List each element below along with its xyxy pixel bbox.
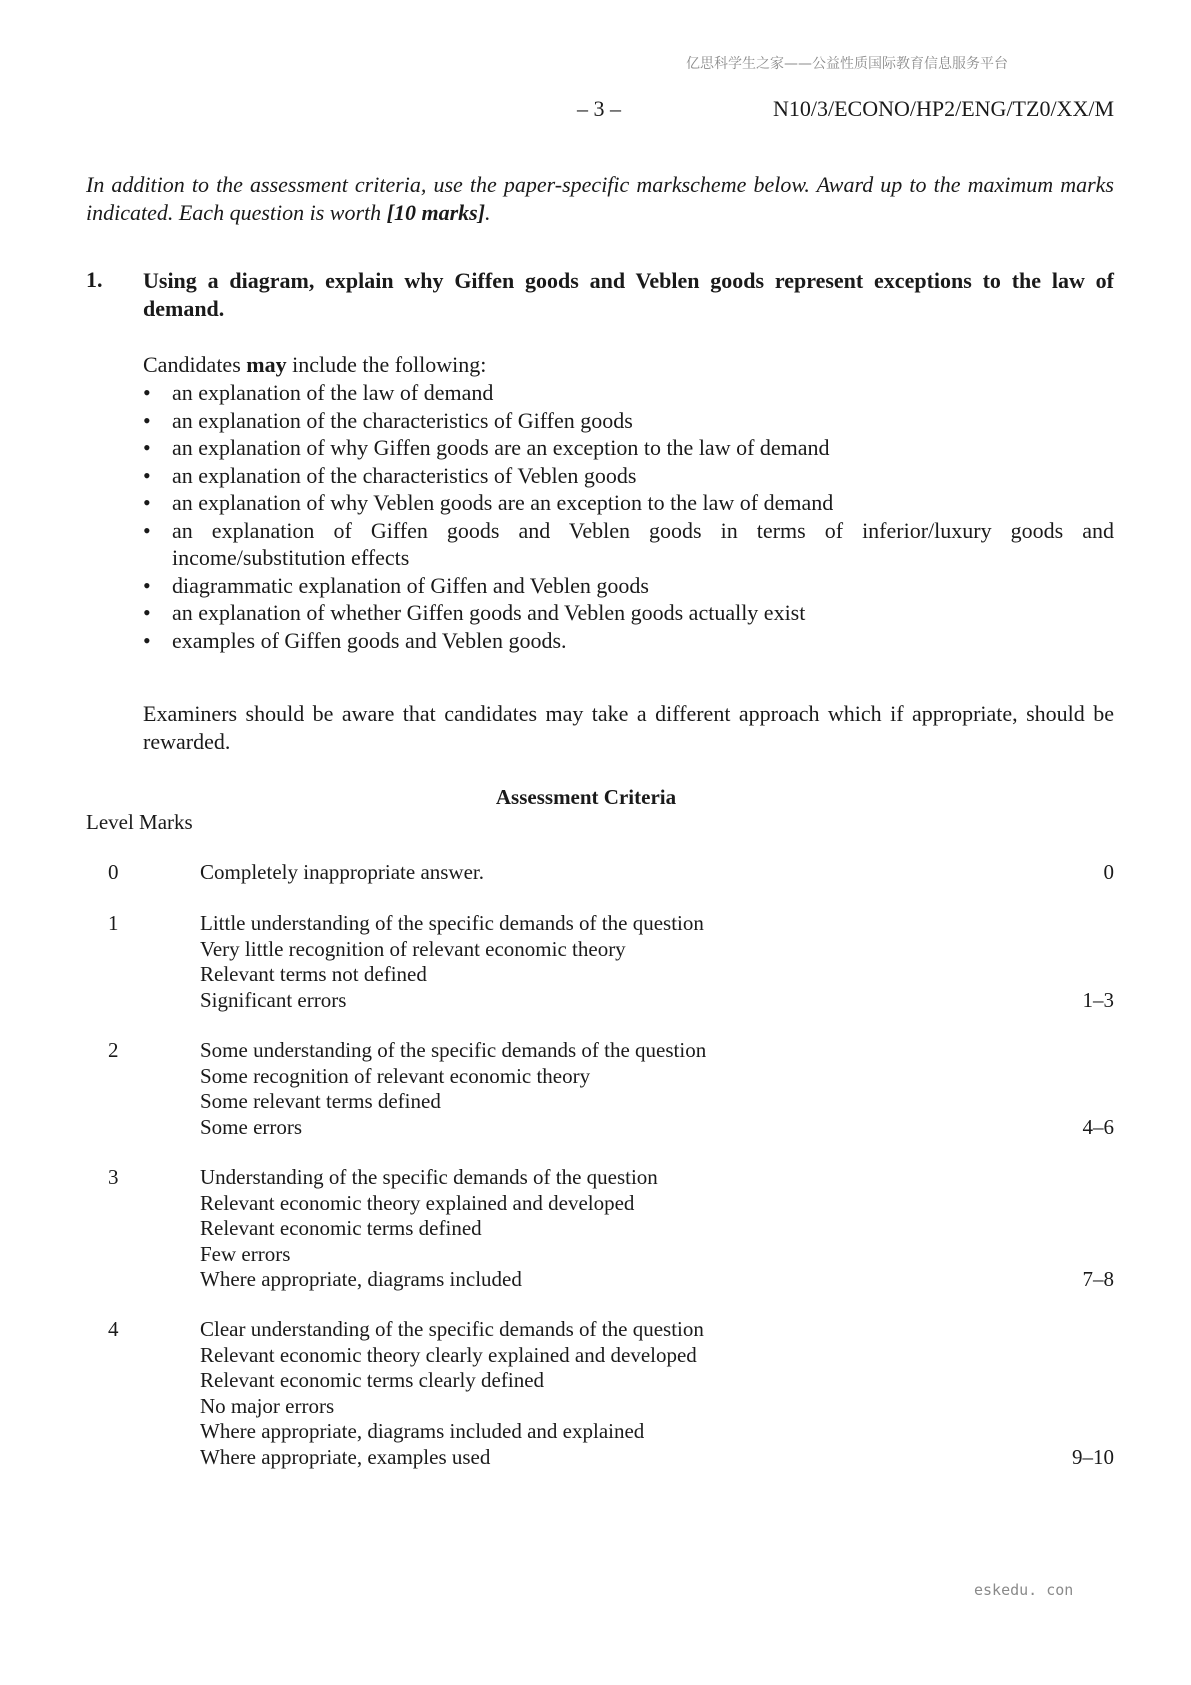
bullet-icon: • bbox=[143, 517, 151, 543]
descriptor: Some understanding of the specific demands of the question bbox=[200, 1038, 707, 1062]
bullet-text: an explanation of why Giffen goods are an exception to the law of demand bbox=[172, 435, 830, 460]
criteria-title: Assessment Criteria bbox=[495, 785, 677, 809]
bullet-text: an explanation of the characteristics of Giffen goods bbox=[172, 407, 633, 433]
descriptor: Where appropriate, diagrams included bbox=[200, 1267, 522, 1292]
candidates-may-intro bbox=[143, 351, 486, 379]
list-item bbox=[143, 627, 1114, 655]
descriptor: Completely inappropriate answer. bbox=[200, 860, 485, 884]
descriptor: Relevant terms not defined bbox=[200, 962, 427, 987]
level-number: 0 bbox=[108, 860, 119, 884]
criteria-column-headings: Level Marks bbox=[86, 810, 193, 834]
bullet-text: diagrammatic explanation of Giffen and Veblen goods bbox=[172, 572, 649, 598]
question-text: Using a diagram, explain why Giffen goods and Veblen goods represent exceptions to the law of demand. bbox=[143, 268, 1114, 321]
header-watermark: 亿思科学生之家——公益性质国际教育信息服务平台 bbox=[686, 56, 1008, 72]
may-prefix: Candidates bbox=[143, 352, 247, 377]
descriptor: Some relevant terms defined bbox=[200, 1089, 441, 1114]
paper-code: N10/3/ECONO/HP2/ENG/TZ0/XX/M bbox=[773, 96, 1114, 121]
may-bold: may bbox=[246, 352, 287, 377]
bullet-text: an explanation of why Veblen goods are an exception to the law of demand bbox=[172, 490, 834, 515]
bullet-icon: • bbox=[143, 407, 151, 433]
level-descriptors bbox=[200, 1165, 658, 1293]
descriptor: Where appropriate, diagrams included and explained bbox=[200, 1419, 645, 1444]
level-marks: 9–10 bbox=[1072, 1445, 1114, 1469]
level-marks: 7–8 bbox=[1082, 1267, 1114, 1291]
descriptor: Understanding of the specific demands of the question bbox=[200, 1165, 658, 1189]
descriptor: Few errors bbox=[200, 1241, 291, 1266]
question-number: 1. bbox=[86, 267, 103, 292]
intro-end: . bbox=[485, 200, 491, 225]
list-item bbox=[143, 489, 1114, 517]
level-number: 4 bbox=[108, 1317, 119, 1341]
descriptor: Significant errors bbox=[200, 987, 347, 1012]
list-item bbox=[143, 407, 1114, 435]
bullet-icon: • bbox=[143, 435, 151, 460]
bullet-icon: • bbox=[143, 572, 151, 598]
level-descriptors bbox=[200, 911, 704, 1013]
descriptor: Some errors bbox=[200, 1114, 303, 1139]
list-item bbox=[143, 434, 1114, 462]
descriptor: Relevant economic theory clearly explained and developed bbox=[200, 1342, 697, 1367]
level-descriptors bbox=[200, 860, 484, 886]
list-item bbox=[143, 572, 1114, 600]
bullet-icon: • bbox=[143, 627, 151, 653]
descriptor: Where appropriate, examples used bbox=[200, 1444, 491, 1469]
descriptor: No major errors bbox=[200, 1393, 335, 1418]
bullet-text: an explanation of Giffen goods and Veblen goods in terms of inferior/luxury goods and income/substitution effects bbox=[172, 517, 1114, 570]
list-item bbox=[143, 599, 1114, 627]
level-number: 3 bbox=[108, 1165, 119, 1189]
descriptor: Clear understanding of the specific demands of the question bbox=[200, 1317, 704, 1341]
bullet-text: an explanation of the characteristics of Veblen goods bbox=[172, 462, 637, 488]
bullet-icon: • bbox=[143, 490, 151, 515]
list-item bbox=[143, 379, 1114, 407]
level-marks: 4–6 bbox=[1082, 1115, 1114, 1139]
bullet-icon: • bbox=[143, 462, 151, 488]
intro-text: In addition to the assessment criteria, use the paper-specific markscheme below. Award up to the maximum marks indicated. Each question is worth bbox=[86, 172, 1114, 225]
descriptor: Relevant economic theory explained and developed bbox=[200, 1190, 635, 1215]
intro-marks: [10 marks] bbox=[386, 200, 486, 225]
list-item bbox=[143, 517, 1114, 572]
bullet-text: an explanation of the law of demand bbox=[172, 380, 494, 405]
bullet-text: examples of Giffen goods and Veblen goods. bbox=[172, 627, 567, 653]
may-suffix: include the following: bbox=[286, 352, 487, 377]
descriptor: Relevant economic terms defined bbox=[200, 1216, 482, 1241]
page-number: – 3 – bbox=[577, 96, 621, 121]
footer-watermark: eskedu. con bbox=[974, 1581, 1074, 1599]
bullet-icon: • bbox=[143, 600, 151, 625]
examiners-note: Examiners should be aware that candidates may take a different approach which if appropriate, should be rewarded. bbox=[143, 701, 1114, 754]
bullet-list bbox=[143, 379, 1114, 654]
level-number: 1 bbox=[108, 911, 119, 935]
level-number: 2 bbox=[108, 1038, 119, 1062]
descriptor: Very little recognition of relevant economic theory bbox=[200, 936, 626, 961]
descriptor: Relevant economic terms clearly defined bbox=[200, 1368, 545, 1393]
list-item bbox=[143, 462, 1114, 490]
level-marks: 0 bbox=[1103, 860, 1114, 884]
descriptor: Some recognition of relevant economic theory bbox=[200, 1063, 591, 1088]
descriptor: Little understanding of the specific demands of the question bbox=[200, 911, 704, 935]
level-marks: 1–3 bbox=[1082, 988, 1114, 1012]
bullet-icon: • bbox=[143, 380, 151, 405]
bullet-text: an explanation of whether Giffen goods and Veblen goods actually exist bbox=[172, 600, 806, 625]
level-descriptors bbox=[200, 1038, 706, 1140]
level-descriptors bbox=[200, 1317, 704, 1471]
intro-paragraph bbox=[86, 171, 1114, 227]
